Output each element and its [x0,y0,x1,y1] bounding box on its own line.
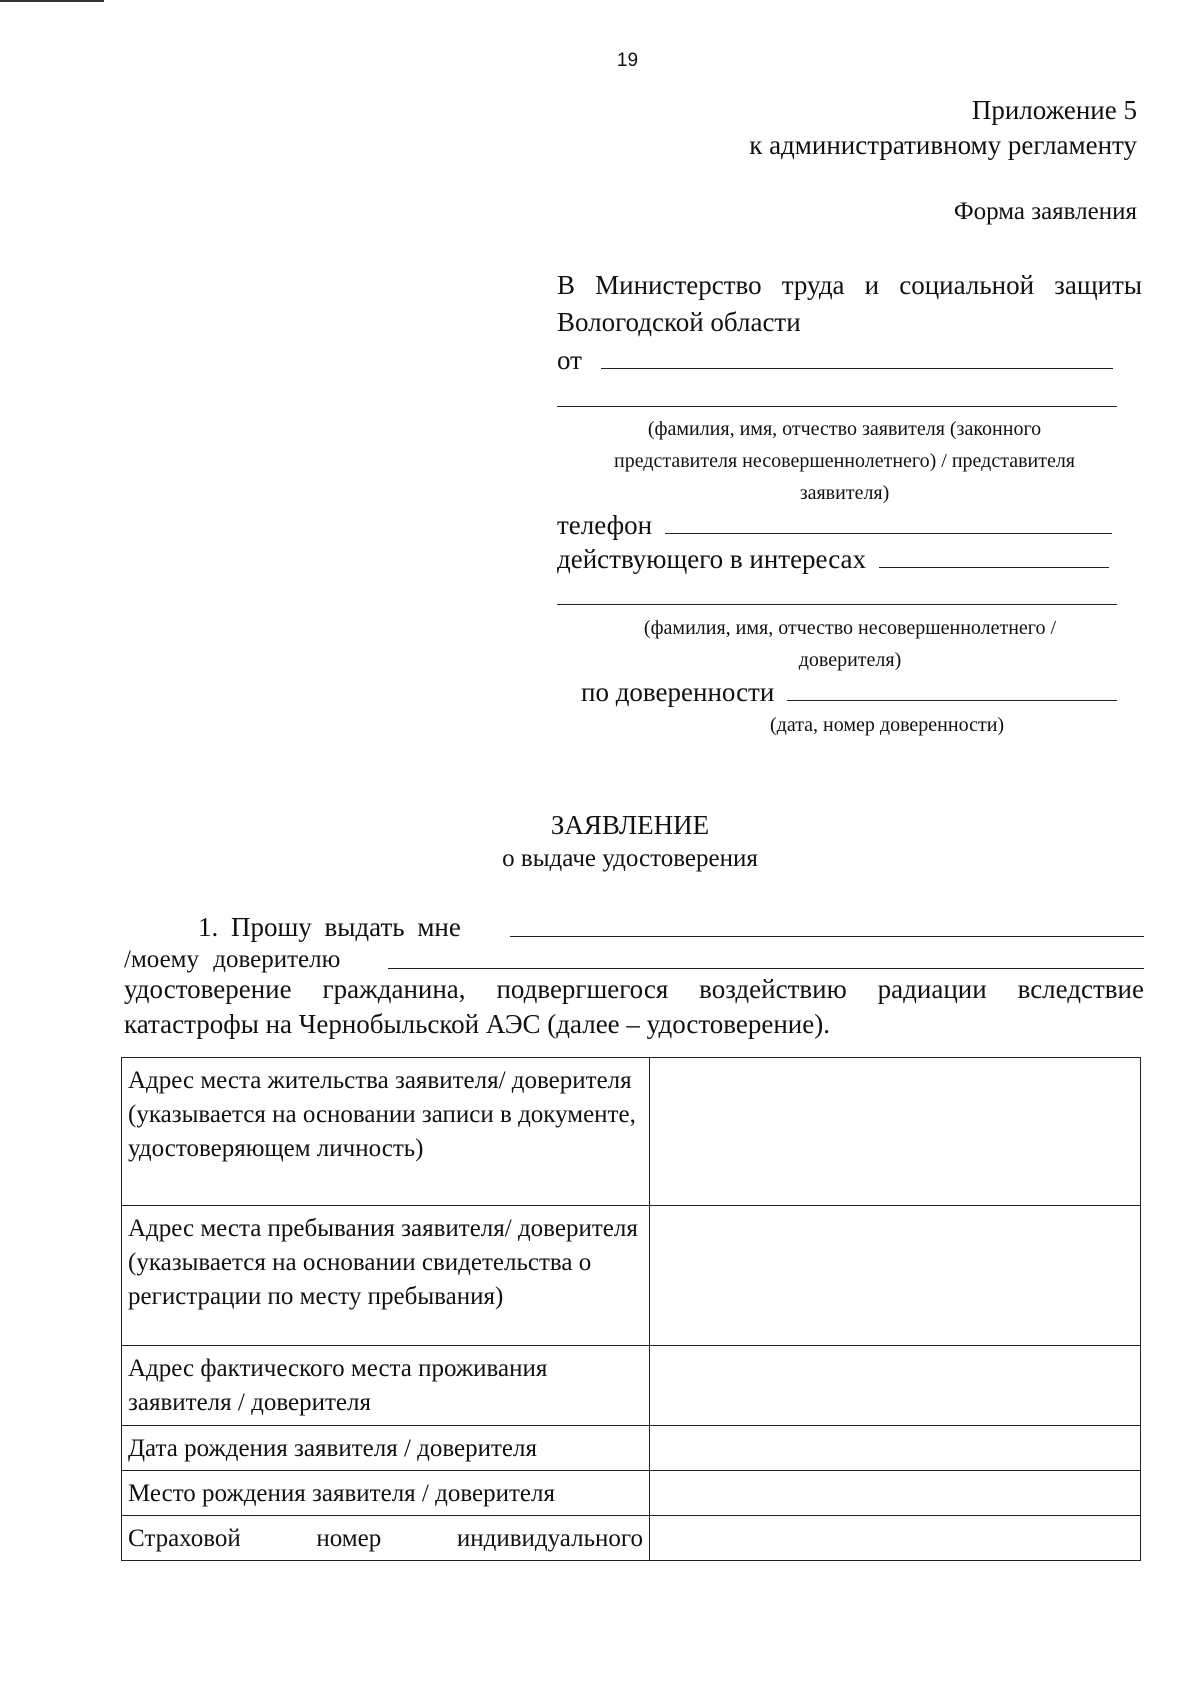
table-row [122,1426,1141,1471]
p1-line-2: /моему доверителю [124,946,341,973]
phone-label: телефон [557,510,653,540]
principal-caption [570,612,1130,676]
table-row-value[interactable] [650,1346,1141,1426]
table-row [122,1058,1141,1206]
p1-field-2[interactable] [388,968,1144,969]
applicant-caption-line-3: заявителя) [799,482,890,504]
from-field-continuation[interactable] [557,406,1117,407]
document-title: ЗАЯВЛЕНИЕ [550,810,710,840]
page-number: 19 [616,50,639,71]
table-row-label: Адрес фактического места проживания заявителя / доверителя [122,1346,650,1426]
poa-label: по доверенности [581,677,775,707]
table-row-value[interactable] [650,1426,1141,1471]
p1-line-4: катастрофы на Чернобыльской АЭС (далее – удостоверение). [124,1009,830,1039]
from-field[interactable] [601,368,1113,369]
poa-field[interactable] [787,700,1117,701]
applicant-caption [557,413,1132,509]
appendix-label: Приложение 5 [971,95,1137,125]
acting-label: действующего в интересах [557,544,867,574]
p1-start: 1. Прошу выдать мне [198,912,461,942]
applicant-data-table [121,1057,1141,1561]
acting-row [557,544,1109,575]
principal-caption-line-2: доверителя) [798,649,902,671]
table-row-label: Страховой номер индивидуального [122,1516,650,1561]
table-row-value[interactable] [650,1058,1141,1206]
poa-caption: (дата, номер доверенности) [770,714,1005,736]
addressee-line-1: В Министерство труда и социальной защиты [557,270,1142,300]
table-row-label: Место рождения заявителя / доверителя [122,1471,650,1516]
from-row [557,345,1113,376]
acting-field[interactable] [879,567,1109,568]
principal-caption-line-1: (фамилия, имя, отчество несовершеннолетнего / [643,617,1057,639]
table-row-value[interactable] [650,1206,1141,1346]
p1-field-1[interactable] [510,936,1144,937]
p1-line-3: удостоверение гражданина, подвергшегося воздействию радиации вследствие [124,974,1144,1004]
table-row-label: Адрес места пребывания заявителя/ доверителя (указывается на основании свидетельства о регистрации по месту пребывания) [122,1206,650,1346]
poa-row [581,677,1117,708]
table-row-value[interactable] [650,1471,1141,1516]
table-row-value[interactable] [650,1516,1141,1561]
table-row-label: Дата рождения заявителя / доверителя [122,1426,650,1471]
table-row [122,1206,1141,1346]
table-row [122,1516,1141,1561]
phone-row [557,510,1112,541]
document-subtitle: о выдаче удостоверения [502,845,758,872]
phone-field[interactable] [665,533,1112,534]
appendix-to-label: к административному регламенту [749,130,1137,160]
addressee-line-2: Вологодской области [557,307,801,337]
from-label: от [557,345,582,375]
acting-field-continuation[interactable] [557,604,1117,605]
form-label: Форма заявления [953,198,1137,225]
table-row [122,1471,1141,1516]
table-row-label: Адрес места жительства заявителя/ доверителя (указывается на основании записи в документе, удостоверяющем личность) [122,1058,650,1206]
applicant-caption-line-1: (фамилия, имя, отчество заявителя (законного [647,418,1042,440]
table-row [122,1346,1141,1426]
scan-edge-line [0,0,104,2]
applicant-caption-line-2: представителя несовершеннолетнего) / представителя [613,450,1076,472]
